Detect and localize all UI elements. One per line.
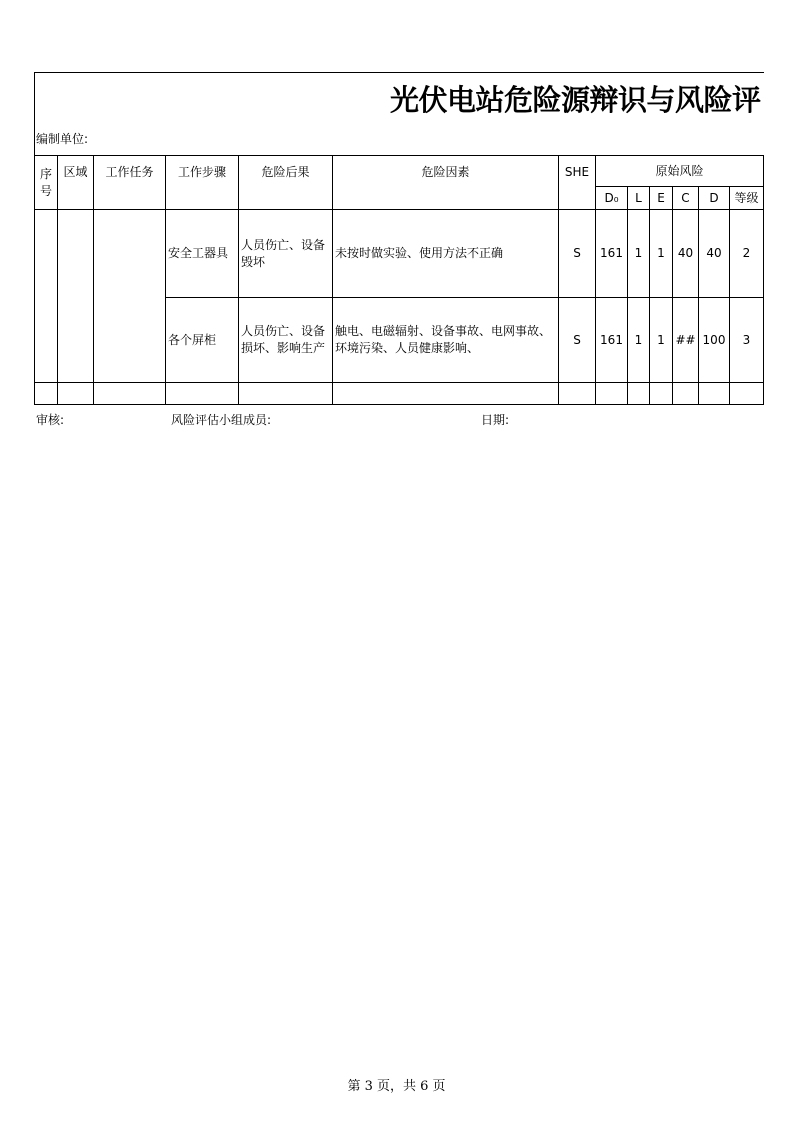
risk-table — [34, 155, 764, 405]
header-step: 工作步骤 — [166, 156, 239, 210]
cell-area — [58, 210, 94, 383]
cell-e: 1 — [650, 298, 673, 383]
cell-she: S — [559, 298, 596, 383]
header-level: 等级 — [730, 187, 764, 210]
cell-l: 1 — [628, 210, 650, 298]
header-area: 区域 — [58, 156, 94, 210]
header-l: L — [628, 187, 650, 210]
document-title — [34, 78, 763, 122]
title-text: 光伏电站危险源辩识与风险评 — [390, 83, 761, 117]
cell-d0: 161 — [596, 210, 628, 298]
cell-consequence: 人员伤亡、设备损坏、影响生产 — [239, 298, 333, 383]
unit-label: 编制单位: — [36, 132, 89, 146]
cell-step: 安全工器具 — [166, 210, 239, 298]
header-consequence: 危险后果 — [239, 156, 333, 210]
header-she: SHE — [559, 156, 596, 210]
cell-step: 各个屏柜 — [166, 298, 239, 383]
header-d0: D₀ — [596, 187, 628, 210]
page-number: 第 3 页，共 6 页 — [347, 1079, 446, 1094]
cell-factor: 触电、电磁辐射、设备事故、电网事故、环境污染、人员健康影响、 — [333, 298, 559, 383]
cell-she: S — [559, 210, 596, 298]
cell-consequence: 人员伤亡、设备毁坏 — [239, 210, 333, 298]
cell-d0: 161 — [596, 298, 628, 383]
cell-c: 40 — [673, 210, 699, 298]
header-c: C — [673, 187, 699, 210]
cell-level: 2 — [730, 210, 764, 298]
cell-e: 1 — [650, 210, 673, 298]
cell-c: ## — [673, 298, 699, 383]
header-original-risk: 原始风险 — [596, 156, 764, 187]
date-label: 日期: — [481, 413, 510, 427]
cell-task — [94, 210, 166, 383]
cell-level: 3 — [730, 298, 764, 383]
cell-l: 1 — [628, 298, 650, 383]
header-seq: 序号 — [35, 156, 58, 210]
review-label: 审核: — [36, 413, 65, 427]
header-task: 工作任务 — [94, 156, 166, 210]
members-label: 风险评估小组成员: — [171, 413, 272, 427]
header-d: D — [699, 187, 730, 210]
cell-factor: 未按时做实验、使用方法不正确 — [333, 210, 559, 298]
table-row — [35, 210, 764, 298]
cell-d: 100 — [699, 298, 730, 383]
empty-row — [35, 383, 764, 405]
header-factor: 危险因素 — [333, 156, 559, 210]
cell-d: 40 — [699, 210, 730, 298]
cell-seq — [35, 210, 58, 383]
header-e: E — [650, 187, 673, 210]
